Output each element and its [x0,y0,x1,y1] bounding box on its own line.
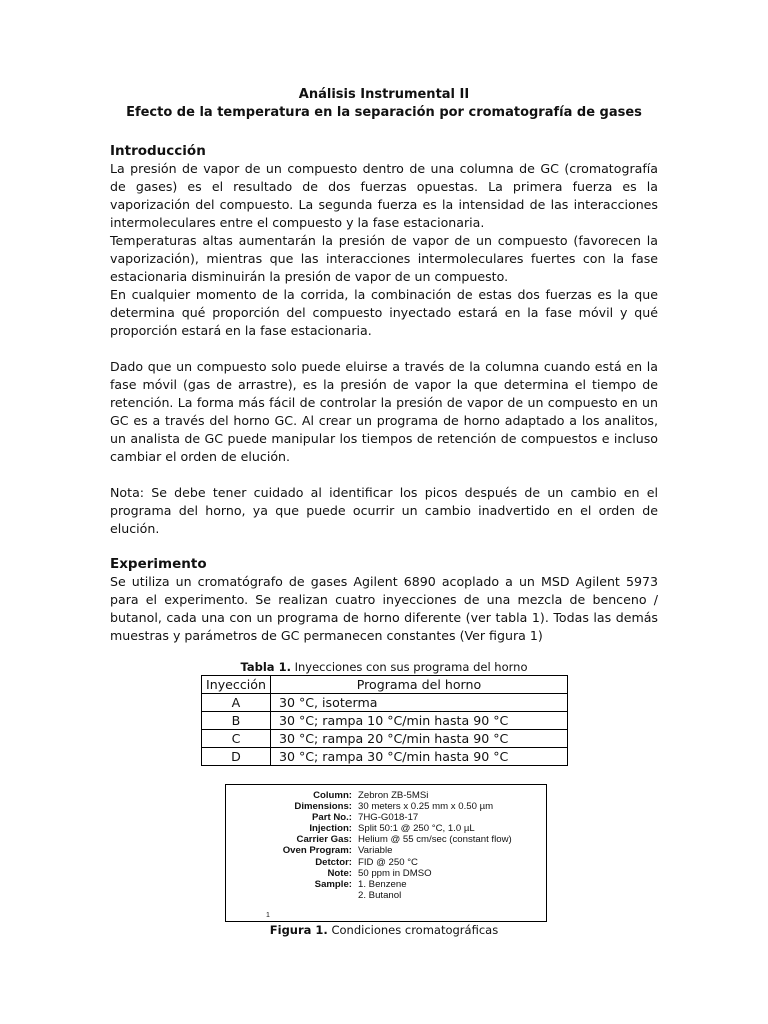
table-row [202,694,568,712]
intro-paragraph-3: En cualquier momento de la corrida, la combinación de estas dos fuerzas es la que determina qué proporción del compuesto inyectado estará en la fase móvil y qué proporción estará en la fase estacionaria. [110,287,658,338]
condition-value: Variable [358,845,393,857]
condition-row [226,868,546,879]
table-cell-id: D [202,748,271,766]
experiment-heading: Experimento [110,556,207,572]
figure-caption [110,922,658,938]
table-cell-id: B [202,712,271,730]
condition-key: Sample: [314,878,352,890]
condition-row [226,845,546,856]
figure-caption-text: Condiciones cromatográficas [327,923,499,937]
condition-key [226,890,358,901]
condition-row [226,790,546,801]
condition-key: Dimensions: [294,801,352,813]
condition-key: Detctor: [315,856,352,868]
condition-value: 2. Butanol [358,889,402,901]
condition-key: Carrier Gas: [296,834,352,846]
figure-peak-mark: 1 [266,912,270,919]
chromatographic-conditions-figure [225,784,547,922]
table-cell-id: A [202,694,271,712]
condition-row [226,834,546,845]
table-header-row [202,676,568,694]
condition-value: Zebron ZB-5MSi [358,790,429,801]
condition-value: FID @ 250 °C [358,856,418,868]
table-cell-program: 30 °C; rampa 30 °C/min hasta 90 °C [270,748,567,766]
document-page [110,86,658,938]
condition-value: 50 ppm in DMSO [358,867,432,879]
table-cell-program: 30 °C; rampa 20 °C/min hasta 90 °C [270,730,567,748]
table-header-program: Programa del horno [270,676,567,694]
table-caption-label: Tabla 1. [240,660,291,674]
condition-key: Oven Program: [282,845,352,857]
condition-key: Part No.: [312,812,352,824]
table-cell-program: 30 °C; rampa 10 °C/min hasta 90 °C [270,712,567,730]
table-row [202,748,568,766]
condition-key: Injection: [309,823,352,835]
table-caption [110,659,658,675]
condition-value: 1. Benzene [358,878,407,890]
table-header-injection: Inyección [202,676,271,694]
table-caption-text: Inyecciones con sus programa del horno [290,660,528,674]
intro-paragraph-4: Dado que un compuesto solo puede eluirse a través de la columna cuando está en la fase móvil (gas de arrastre), es la presión de vapor la que determina el tiempo de retención. La forma más fácil de controlar la presión de vapor de un compuesto en un GC es a través del horno GC. Al crear un programa de horno adaptado a los analitos, un analista de GC puede manipular los tiempos de retención de compuestos e incluso cambiar el orden de elución. [110,359,658,464]
figure-caption-label: Figura 1. [269,923,328,937]
condition-value: Split 50:1 @ 250 °C, 1.0 µL [358,823,475,835]
intro-paragraph-2: Temperaturas altas aumentarán la presión de vapor de un compuesto (favorecen la vaporización), mientras que las interacciones intermoleculares fuertes con la fase estacionaria disminuirán la presión de vapor de un compuesto. [110,233,658,284]
table-row [202,712,568,730]
condition-row [226,879,546,890]
table-cell-id: C [202,730,271,748]
condition-row [226,812,546,823]
intro-heading: Introducción [110,143,206,159]
condition-row [226,801,546,812]
intro-note: Nota: Se debe tener cuidado al identificar los picos después de un cambio en el programa del horno, ya que puede ocurrir un cambio inadvertido en el orden de elución. [110,485,658,536]
condition-row [226,890,546,901]
condition-key: Note: [327,867,352,879]
intro-paragraph-1: La presión de vapor de un compuesto dentro de una columna de GC (cromatografía de gases) es el resultado de dos fuerzas opuestas. La primera fuerza es la vaporización del compuesto. La segunda fuerza es la intensidad de las interacciones intermoleculares entre el compuesto y la fase estacionaria. [110,161,658,230]
table-cell-program: 30 °C, isoterma [270,694,567,712]
experiment-paragraph: Se utiliza un cromatógrafo de gases Agilent 6890 acoplado a un MSD Agilent 5973 para el experimento. Se realizan cuatro inyecciones de una mezcla de benceno / butanol, cada una con un programa de horno diferente (ver tabla 1). Todas las demás muestras y parámetros de GC permanecen constantes (Ver figura 1) [110,574,658,643]
document-title: Análisis Instrumental II [298,87,470,102]
table-row [202,730,568,748]
document-subtitle: Efecto de la temperatura en la separación por cromatografía de gases [126,105,642,120]
condition-value: 7HG-G018-17 [358,812,419,824]
condition-row [226,823,546,834]
condition-key: Column: [313,790,352,801]
condition-value: Helium @ 55 cm/sec (constant flow) [358,834,512,846]
oven-program-table [201,675,568,766]
condition-row [226,857,546,868]
condition-value: 30 meters x 0.25 mm x 0.50 µm [358,801,494,813]
